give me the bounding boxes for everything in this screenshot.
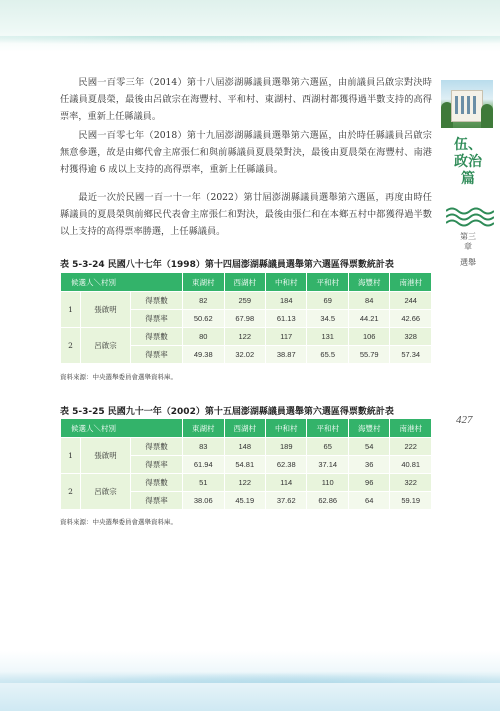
candidate-index: 2 <box>61 474 81 510</box>
table-cell: 84 <box>348 292 389 310</box>
vote-table-2002 <box>60 418 432 510</box>
column-header: 中和村 <box>266 273 307 292</box>
metric-label: 得票率 <box>131 346 183 364</box>
table-cell: 57.34 <box>390 346 432 364</box>
table-cell: 36 <box>348 456 389 474</box>
building-photo <box>441 80 493 128</box>
table-row <box>61 438 432 456</box>
column-header: 平和村 <box>307 419 348 438</box>
table-title: 表 5-3-24 民國八十七年（1998）第十四屆澎湖縣議員選舉第六選區得票數統計表 <box>60 260 394 270</box>
table-cell: 61.94 <box>183 456 224 474</box>
column-header: 東湖村 <box>183 419 224 438</box>
table-cell: 42.66 <box>390 310 432 328</box>
column-header: 南港村 <box>390 273 432 292</box>
candidate-index: 1 <box>61 438 81 474</box>
table-row <box>61 292 432 310</box>
table-cell: 69 <box>307 292 348 310</box>
table-cell: 244 <box>390 292 432 310</box>
table-header-row <box>61 273 432 292</box>
table-cell: 82 <box>183 292 224 310</box>
table-source: 資料來源：中央選舉委員會選舉資料庫。 <box>60 373 177 381</box>
header-corner: 候選人＼村別 <box>61 273 183 292</box>
table-cell: 222 <box>390 438 432 456</box>
column-header: 中和村 <box>266 419 307 438</box>
header-corner: 候選人＼村別 <box>61 419 183 438</box>
paragraph-2022: 最近一次於民國一百一十一年（2022）第廿屆澎湖縣議員選舉第六選區，再度由時任縣議員的夏晨榮與前鄉民代表會主席張仁和對決，最後由張仁和在本鄉五村中都獲得過半數以上支持的高得票率勝選，上任縣議員。 <box>60 192 432 237</box>
table-header-row <box>61 419 432 438</box>
metric-label: 得票數 <box>131 438 183 456</box>
table-cell: 80 <box>183 328 224 346</box>
table-cell: 322 <box>390 474 432 492</box>
candidate-index: 1 <box>61 292 81 328</box>
table-row <box>61 474 432 492</box>
metric-label: 得票率 <box>131 492 183 510</box>
table-cell: 55.79 <box>348 346 389 364</box>
column-header: 西湖村 <box>224 273 265 292</box>
table-cell: 51 <box>183 474 224 492</box>
paragraph-2018: 民國一百零七年（2018）第十九屆澎湖縣議員選舉第六選區，由於時任縣議員呂啟宗無意參選，故是由鄉代會主席張仁和與前縣議員夏晨榮對決，最後由夏晨榮在海豐村、南港村獲得逾 6 成以上支持的高得票率，重新上任縣議員。 <box>60 130 432 175</box>
side-section-title: 伍、政治篇 <box>454 137 482 187</box>
table-cell: 54 <box>348 438 389 456</box>
metric-label: 得票數 <box>131 474 183 492</box>
table-cell: 49.38 <box>183 346 224 364</box>
side-chapter-label <box>458 232 478 268</box>
table-cell: 40.81 <box>390 456 432 474</box>
table-row <box>61 328 432 346</box>
column-header: 平和村 <box>307 273 348 292</box>
table-cell: 184 <box>266 292 307 310</box>
table-cell: 44.21 <box>348 310 389 328</box>
side-chapter-number: 第三章 <box>460 232 476 251</box>
table-source: 資料來源：中央選舉委員會選舉資料庫。 <box>60 518 177 526</box>
table-cell: 65 <box>307 438 348 456</box>
table-cell: 34.5 <box>307 310 348 328</box>
candidate-name: 張啟明 <box>81 438 131 474</box>
metric-label: 得票數 <box>131 292 183 310</box>
column-header: 西湖村 <box>224 419 265 438</box>
column-header: 海豐村 <box>348 419 389 438</box>
table-cell: 45.19 <box>224 492 265 510</box>
wave-decoration-icon <box>446 205 494 227</box>
table-cell: 65.5 <box>307 346 348 364</box>
table-cell: 67.98 <box>224 310 265 328</box>
metric-label: 得票率 <box>131 456 183 474</box>
table-title: 表 5-3-25 民國九十一年（2002）第十五屆澎湖縣議員選舉第六選區得票數統計表 <box>60 407 394 417</box>
table-cell: 122 <box>224 328 265 346</box>
column-header: 東湖村 <box>183 273 224 292</box>
candidate-name: 呂啟宗 <box>81 474 131 510</box>
table-cell: 328 <box>390 328 432 346</box>
table-cell: 38.06 <box>183 492 224 510</box>
column-header: 海豐村 <box>348 273 389 292</box>
side-chapter-title: 選舉 <box>460 258 476 267</box>
candidate-index: 2 <box>61 328 81 364</box>
table-cell: 83 <box>183 438 224 456</box>
table-cell: 131 <box>307 328 348 346</box>
table-cell: 64 <box>348 492 389 510</box>
paragraph-2014: 民國一百零三年（2014）第十八屆澎湖縣議員選舉第六選區，由前議員呂啟宗對決時任議員夏晨榮，最後由呂啟宗在海豐村、平和村、東湖村、西湖村都獲得過半數支持的高得票率，重新上任縣議員。 <box>60 77 432 122</box>
table-cell: 122 <box>224 474 265 492</box>
table-cell: 37.14 <box>307 456 348 474</box>
table-cell: 62.86 <box>307 492 348 510</box>
table-cell: 117 <box>266 328 307 346</box>
page-number: 427 <box>456 414 473 426</box>
table-cell: 96 <box>348 474 389 492</box>
table-cell: 37.62 <box>266 492 307 510</box>
table-cell: 32.02 <box>224 346 265 364</box>
top-decorative-band <box>0 0 500 52</box>
table-cell: 59.19 <box>390 492 432 510</box>
table-cell: 54.81 <box>224 456 265 474</box>
table-cell: 61.13 <box>266 310 307 328</box>
table-cell: 62.38 <box>266 456 307 474</box>
candidate-name: 呂啟宗 <box>81 328 131 364</box>
vote-table-1998 <box>60 272 432 364</box>
metric-label: 得票數 <box>131 328 183 346</box>
table-cell: 38.87 <box>266 346 307 364</box>
metric-label: 得票率 <box>131 310 183 328</box>
bottom-decorative-band <box>0 651 500 711</box>
table-cell: 148 <box>224 438 265 456</box>
table-cell: 114 <box>266 474 307 492</box>
table-cell: 189 <box>266 438 307 456</box>
table-cell: 110 <box>307 474 348 492</box>
table-cell: 259 <box>224 292 265 310</box>
table-cell: 106 <box>348 328 389 346</box>
table-cell: 50.62 <box>183 310 224 328</box>
column-header: 南港村 <box>390 419 432 438</box>
candidate-name: 張啟明 <box>81 292 131 328</box>
